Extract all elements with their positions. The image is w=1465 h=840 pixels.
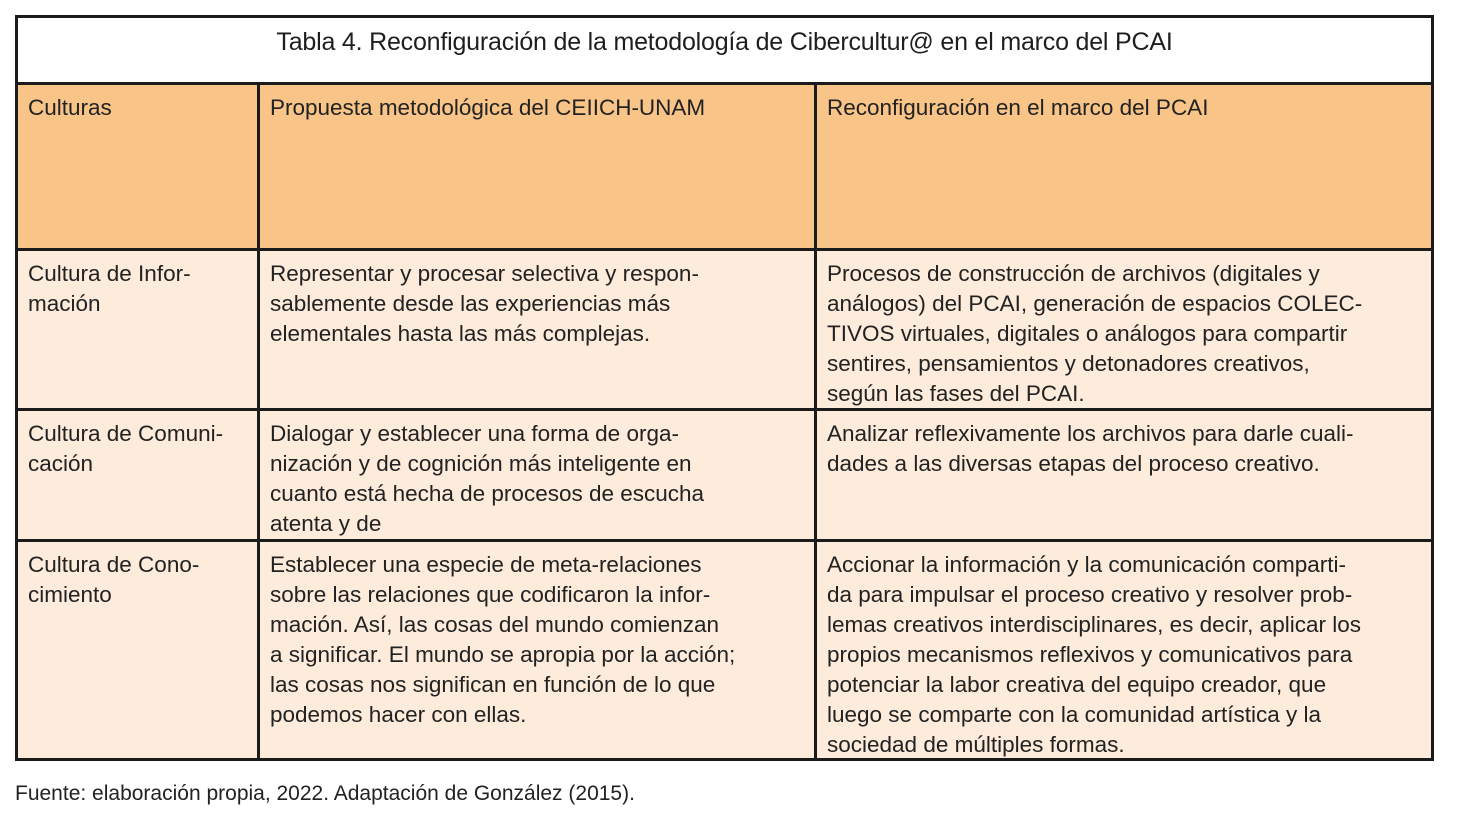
source-caption: Fuente: elaboración propia, 2022. Adaptación de González (2015).	[15, 782, 635, 805]
row-2-reconfiguracion: Analizar reflexivamente los archivos para darle cuali- dades a las diversas etapas del proceso creativo.	[817, 411, 1431, 539]
header-culturas: Culturas	[18, 85, 257, 248]
row-3-cultura: Cultura de Cono- cimiento	[18, 542, 257, 758]
row-2-propuesta: Dialogar y establecer una forma de orga- nización y de cognición más inteligente en cuanto está hecha de procesos de escucha atenta y de	[260, 411, 814, 539]
methodology-table	[15, 15, 1434, 761]
table-title: Tabla 4. Reconfiguración de la metodología de Cibercultur@ en el marco del PCAI	[276, 28, 1173, 56]
row-3-reconfiguracion: Accionar la información y la comunicación comparti- da para impulsar el proceso creativo y resolver prob- lemas creativos interdisciplinares, es decir, aplicar los propios mecanismos reflexivos y comunicativos para potenciar la labor creativa del equipo creador, que luego se comparte con la comunidad artística y la sociedad de múltiples formas.	[817, 542, 1431, 758]
row-1-propuesta: Representar y procesar selectiva y respon- sablemente desde las experiencias más elementales hasta las más complejas.	[260, 251, 814, 408]
header-reconfiguracion: Reconfiguración en el marco del PCAI	[817, 85, 1431, 248]
row-3-propuesta: Establecer una especie de meta-relaciones sobre las relaciones que codificaron la infor- mación. Así, las cosas del mundo comienzan a significar. El mundo se apropia por la acción; las cosas nos significan en función de lo que podemos hacer con ellas.	[260, 542, 814, 758]
row-1-reconfiguracion: Procesos de construcción de archivos (digitales y análogos) del PCAI, generación de espacios COLEC- TIVOS virtuales, digitales o análogos para compartir sentires, pensamientos y detonadores creativos, según las fases del PCAI.	[817, 251, 1431, 408]
header-propuesta: Propuesta metodológica del CEIICH-UNAM	[260, 85, 814, 248]
table-title-row	[18, 18, 1431, 82]
row-2-cultura: Cultura de Comuni- cación	[18, 411, 257, 539]
row-1-cultura: Cultura de Infor- mación	[18, 251, 257, 408]
